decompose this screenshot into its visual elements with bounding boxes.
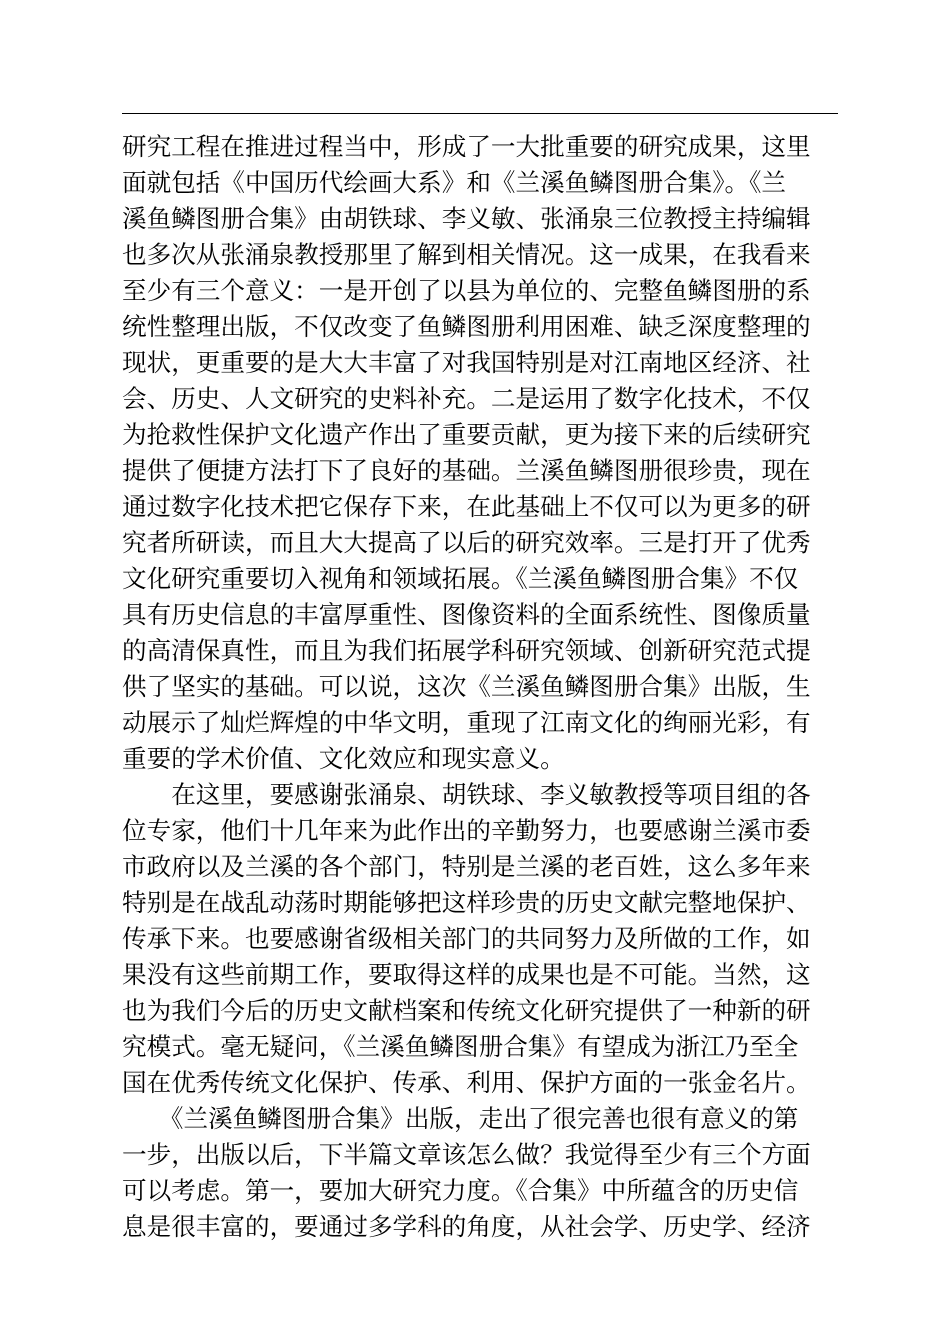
text-line-7: 现状，更重要的是大大丰富了对我国特别是对江南地区经济、社: [122, 348, 811, 377]
text-line-29: 一步，出版以后，下半篇文章该怎么做？我觉得至少有三个方面: [122, 1140, 811, 1169]
text-line-24: 果没有这些前期工作，要取得这样的成果也是不可能。当然，这: [122, 960, 811, 989]
text-line-26: 究模式。毫无疑问，《兰溪鱼鳞图册合集》有望成为浙江乃至全: [122, 1032, 799, 1061]
text-line-2: 面就包括《中国历代绘画大系》和《兰溪鱼鳞图册合集》。《兰: [122, 168, 787, 197]
text-line-9: 为抢救性保护文化遗产作出了重要贡献，更为接下来的后续研究: [122, 420, 811, 449]
text-line-30: 可以考虑。第一，要加大研究力度。《合集》中所蕴含的历史信: [122, 1176, 799, 1205]
text-line-11: 通过数字化技术把它保存下来，在此基础上不仅可以为更多的研: [122, 492, 811, 521]
text-line-21: 市政府以及兰溪的各个部门，特别是兰溪的老百姓，这么多年来: [122, 852, 811, 881]
text-line-3: 溪鱼鳞图册合集》由胡铁球、李义敏、张涌泉三位教授主持编辑: [122, 204, 811, 233]
text-line-31: 息是很丰富的，要通过多学科的角度，从社会学、历史学、经济: [122, 1212, 811, 1241]
text-line-27: 国在优秀传统文化保护、传承、利用、保护方面的一张金名片。: [122, 1068, 811, 1097]
body-text: [122, 129, 844, 1245]
text-line-10: 提供了便捷方法打下了良好的基础。兰溪鱼鳞图册很珍贵，现在: [122, 456, 811, 485]
text-line-13: 文化研究重要切入视角和领域拓展。《兰溪鱼鳞图册合集》不仅: [122, 564, 799, 593]
text-line-16: 供了坚实的基础。可以说，这次《兰溪鱼鳞图册合集》出版，生: [122, 672, 811, 701]
text-line-6: 统性整理出版，不仅改变了鱼鳞图册利用困难、缺乏深度整理的: [122, 312, 811, 341]
text-line-4: 也多次从张涌泉教授那里了解到相关情况。这一成果，在我看来: [122, 240, 811, 269]
text-line-18: 重要的学术价值、文化效应和现实意义。: [122, 744, 565, 773]
text-line-23: 传承下来。也要感谢省级相关部门的共同努力及所做的工作，如: [122, 924, 811, 953]
text-line-19: 在这里，要感谢张涌泉、胡铁球、李义敏教授等项目组的各: [122, 780, 811, 809]
text-line-20: 位专家，他们十几年来为此作出的辛勤努力，也要感谢兰溪市委: [122, 816, 811, 845]
text-line-22: 特别是在战乱动荡时期能够把这样珍贵的历史文献完整地保护、: [122, 888, 811, 917]
header-divider: [122, 113, 838, 114]
text-line-25: 也为我们今后的历史文献档案和传统文化研究提供了一种新的研: [122, 996, 811, 1025]
text-line-12: 究者所研读，而且大大提高了以后的研究效率。三是打开了优秀: [122, 528, 811, 557]
text-line-14: 具有历史信息的丰富厚重性、图像资料的全面系统性、图像质量: [122, 600, 811, 629]
text-line-15: 的高清保真性，而且为我们拓展学科研究领域、创新研究范式提: [122, 636, 811, 665]
text-line-17: 动展示了灿烂辉煌的中华文明，重现了江南文化的绚丽光彩，有: [122, 708, 811, 737]
text-line-1: 研究工程在推进过程当中，形成了一大批重要的研究成果，这里: [122, 132, 811, 161]
text-line-8: 会、历史、人文研究的史料补充。二是运用了数字化技术，不仅: [122, 384, 811, 413]
text-line-5: 至少有三个意义：一是开创了以县为单位的、完整鱼鳞图册的系: [122, 276, 811, 305]
text-line-28: 《兰溪鱼鳞图册合集》出版，走出了很完善也很有意义的第: [122, 1104, 799, 1133]
